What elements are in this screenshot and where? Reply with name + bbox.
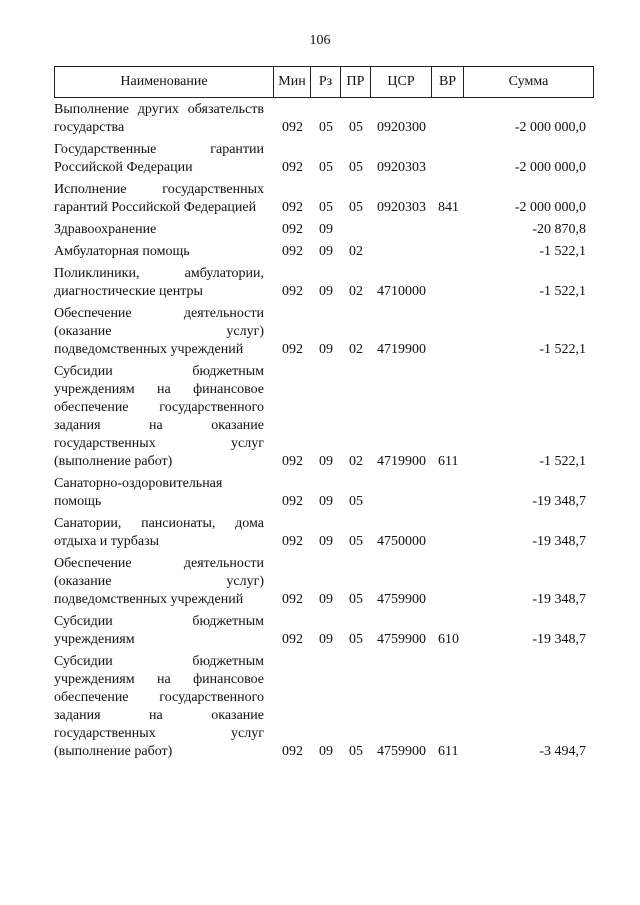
table-row: [54, 363, 593, 471]
row-sum: -2 000 000,0: [514, 200, 586, 215]
row-sum: -19 348,7: [532, 592, 586, 607]
header-min: Мин: [274, 67, 311, 98]
table-row: [54, 141, 593, 177]
row-name: Выполнение других обязательств государства: [54, 102, 264, 135]
table-row: [54, 653, 593, 761]
row-sum: -1 522,1: [539, 244, 586, 259]
row-csr: 4710000: [377, 284, 426, 299]
table-row: [54, 475, 593, 511]
row-sum: -2 000 000,0: [514, 160, 586, 175]
row-name: Обеспечение деятельности (оказание услуг) подведомственных учреждений: [54, 306, 264, 357]
row-sum: -1 522,1: [539, 342, 586, 357]
row-pr: 05: [349, 200, 363, 215]
table-row: [54, 181, 593, 217]
row-rz: 09: [319, 342, 333, 357]
row-pr: 02: [349, 342, 363, 357]
page-number: 106: [309, 33, 331, 48]
row-pr: 05: [349, 592, 363, 607]
row-pr: 02: [349, 454, 363, 469]
row-rz: 05: [319, 200, 333, 215]
row-vr: 611: [438, 454, 459, 469]
row-csr: 0920300: [377, 120, 426, 135]
row-rz: 09: [319, 454, 333, 469]
row-csr: 4759900: [377, 632, 426, 647]
table-row: [54, 555, 593, 609]
row-vr: 611: [438, 744, 459, 759]
header-pr: ПР: [341, 67, 371, 98]
header-vr: ВР: [432, 67, 464, 98]
header-name: Наименование: [55, 67, 274, 98]
row-csr: 0920303: [377, 200, 426, 215]
row-name: Субсидии бюджетным учреждениям: [54, 614, 264, 647]
row-csr: 4719900: [377, 454, 426, 469]
row-name: Обеспечение деятельности (оказание услуг) подведомственных учреждений: [54, 556, 264, 607]
row-sum: -20 870,8: [532, 222, 586, 237]
row-pr: 02: [349, 244, 363, 259]
table-header: [54, 66, 594, 98]
table-row: [54, 305, 593, 359]
row-name: Здравоохранение: [54, 222, 157, 237]
row-rz: 09: [319, 744, 333, 759]
row-rz: 05: [319, 120, 333, 135]
table-row: [54, 613, 593, 649]
row-min: 092: [282, 592, 303, 607]
row-csr: 4759900: [377, 744, 426, 759]
row-pr: 05: [349, 534, 363, 549]
row-csr: 4719900: [377, 342, 426, 357]
table-row: [54, 101, 593, 137]
table-row: [54, 515, 593, 551]
row-csr: 4750000: [377, 534, 426, 549]
row-name: Субсидии бюджетным учреждениям на финансовое обеспечение государственного задания на оказание государственных услуг (выполнение работ): [54, 654, 264, 759]
row-min: 092: [282, 744, 303, 759]
row-vr: 841: [438, 200, 459, 215]
row-rz: 09: [319, 632, 333, 647]
row-min: 092: [282, 244, 303, 259]
row-name: Санаторно-оздоровительная помощь: [54, 476, 223, 509]
row-vr: 610: [438, 632, 459, 647]
table-row: [54, 265, 593, 301]
row-rz: 09: [319, 222, 333, 237]
row-min: 092: [282, 454, 303, 469]
row-sum: -1 522,1: [539, 454, 586, 469]
row-name: Поликлиники, амбулатории, диагностические центры: [54, 266, 264, 299]
row-pr: 05: [349, 632, 363, 647]
row-min: 092: [282, 200, 303, 215]
row-min: 092: [282, 632, 303, 647]
table-body: [54, 101, 593, 765]
row-csr: 4759900: [377, 592, 426, 607]
row-pr: 02: [349, 284, 363, 299]
row-rz: 09: [319, 494, 333, 509]
row-min: 092: [282, 534, 303, 549]
row-sum: -19 348,7: [532, 494, 586, 509]
row-min: 092: [282, 120, 303, 135]
row-name: Санатории, пансионаты, дома отдыха и турбазы: [54, 516, 264, 549]
row-sum: -2 000 000,0: [514, 120, 586, 135]
row-sum: -1 522,1: [539, 284, 586, 299]
row-rz: 09: [319, 592, 333, 607]
row-pr: 05: [349, 160, 363, 175]
header-rz: Рз: [311, 67, 341, 98]
header-csr: ЦСР: [371, 67, 432, 98]
row-pr: 05: [349, 494, 363, 509]
row-rz: 09: [319, 244, 333, 259]
table-row: [54, 243, 593, 261]
row-rz: 09: [319, 534, 333, 549]
row-name: Субсидии бюджетным учреждениям на финансовое обеспечение государственного задания на оказание государственных услуг (выполнение работ): [54, 364, 264, 469]
row-sum: -19 348,7: [532, 534, 586, 549]
row-min: 092: [282, 160, 303, 175]
row-min: 092: [282, 342, 303, 357]
row-min: 092: [282, 222, 303, 237]
row-pr: 05: [349, 744, 363, 759]
row-name: Исполнение государственных гарантий Российской Федерацией: [54, 182, 264, 215]
row-sum: -19 348,7: [532, 632, 586, 647]
header-sum: Сумма: [464, 67, 594, 98]
table-row: [54, 221, 593, 239]
row-pr: 05: [349, 120, 363, 135]
row-min: 092: [282, 494, 303, 509]
row-csr: 0920303: [377, 160, 426, 175]
row-sum: -3 494,7: [539, 744, 586, 759]
row-name: Амбулаторная помощь: [54, 244, 190, 259]
row-min: 092: [282, 284, 303, 299]
row-name: Государственные гарантии Российской Федерации: [54, 142, 264, 175]
row-rz: 05: [319, 160, 333, 175]
row-rz: 09: [319, 284, 333, 299]
